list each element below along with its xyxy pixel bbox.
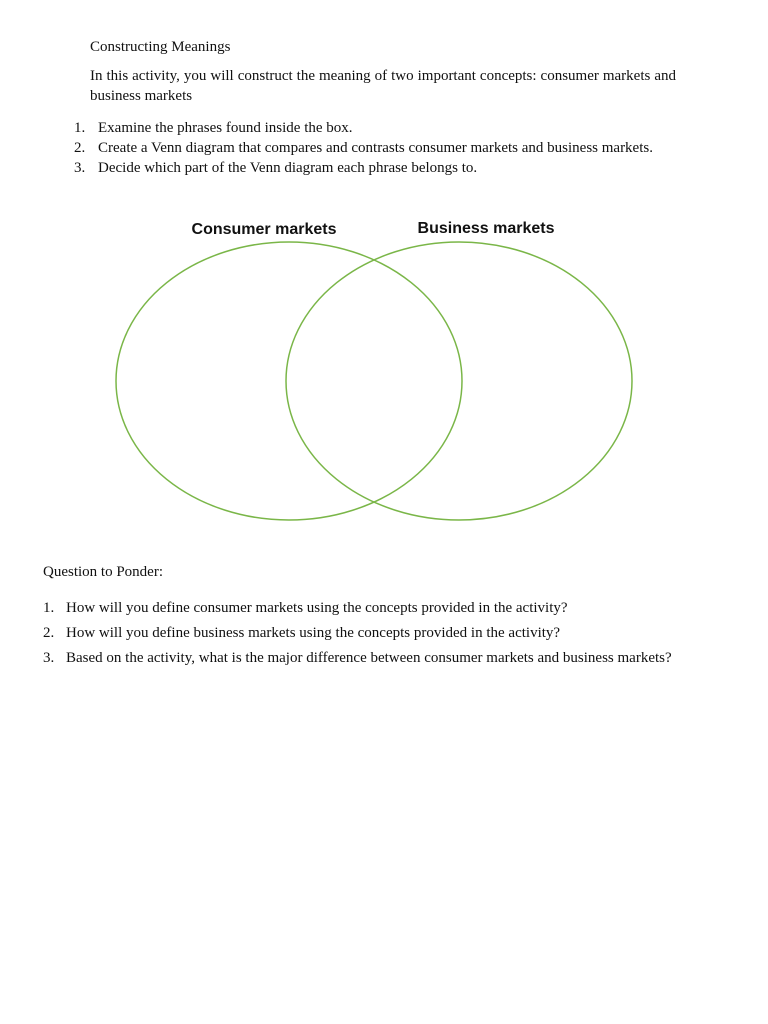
question-number: 3.: [43, 650, 55, 666]
instruction-item: [74, 138, 726, 158]
activity-heading: Constructing Meanings: [90, 39, 231, 55]
question-text: How will you define consumer markets using the concepts provided in the activity?: [66, 600, 568, 616]
questions-title: Question to Ponder:: [43, 564, 163, 580]
venn-diagram: [0, 205, 768, 530]
instruction-item: [74, 118, 726, 138]
consumer-markets-circle: [116, 242, 462, 520]
question-item: [43, 596, 726, 621]
question-number: 2.: [43, 625, 55, 641]
question-number: 1.: [43, 600, 55, 616]
instruction-text: Create a Venn diagram that compares and contrasts consumer markets and business markets.: [98, 140, 653, 156]
question-item: [43, 621, 726, 646]
business-markets-circle: [286, 242, 632, 520]
business-markets-label: Business markets: [417, 220, 555, 237]
question-list: [43, 596, 726, 671]
consumer-markets-label: Consumer markets: [191, 221, 337, 238]
instruction-text: Decide which part of the Venn diagram each phrase belongs to.: [98, 160, 478, 176]
instruction-number: 1.: [74, 120, 86, 136]
question-text: How will you define business markets using the concepts provided in the activity?: [66, 625, 561, 641]
activity-intro: In this activity, you will construct the meaning of two important concepts: consumer markets and business markets: [90, 68, 676, 104]
instruction-number: 3.: [74, 160, 86, 176]
instruction-number: 2.: [74, 140, 86, 156]
instruction-text: Examine the phrases found inside the box.: [98, 120, 353, 136]
instruction-item: [74, 158, 726, 178]
instruction-list: [74, 118, 726, 178]
question-text: Based on the activity, what is the major difference between consumer markets and business markets?: [66, 650, 672, 666]
question-item: [43, 646, 726, 671]
